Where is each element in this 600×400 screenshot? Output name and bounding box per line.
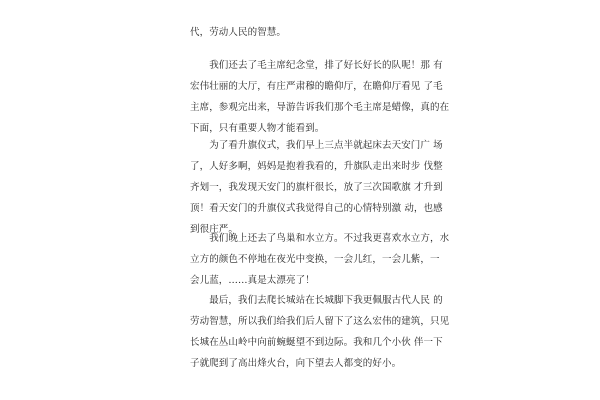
paragraph-1: [190, 22, 410, 43]
text-line: 立方的颜色不停地在夜光中变换，一会儿红，一会儿紫，一: [190, 254, 440, 265]
text-line: 长城在丛山岭中向前蜿蜒望不到边际。我和几个小伙 伴一下: [190, 337, 443, 348]
text-line: 到很庄严。: [190, 224, 239, 235]
text-line: 代，劳动人民的智慧。: [190, 27, 287, 38]
paragraph-4: [190, 228, 450, 291]
text-line: 最后，我们去爬长城站在长城脚下我更佩服古代人民 的: [190, 295, 443, 306]
text-line: 了，人好多啊，妈妈是抱着我看的，升旗队走出来时步 伐整: [190, 161, 443, 172]
text-line: 会儿蓝，……真是太漂亮了！: [190, 275, 315, 286]
text-line: 我们晚上还去了鸟巢和水立方。不过我更喜欢水立方，水: [190, 233, 450, 244]
text-line: 子就爬到了高出烽火台，向下望去人都变的好小。: [190, 358, 402, 369]
paragraph-3: [190, 135, 443, 240]
text-line: 顶！看天安门的升旗仪式我觉得自己的心情特别激 动，也感: [190, 203, 443, 214]
text-line: 齐划一，我发现天安门的旗杆很长，放了三次国歌旗 才升到: [190, 182, 443, 193]
paragraph-2: [190, 55, 450, 139]
text-line: 劳动智慧，所以我们给我们后人留下了这么宏伟的建筑，只见: [190, 316, 450, 327]
text-line: 主席，参观完出来，导游告诉我们那个毛主席是蜡像，真的在: [190, 102, 450, 113]
text-line: 我们还去了毛主席纪念堂，排了好长好长的队呢！那 有: [190, 60, 443, 71]
text-line: 为了看升旗仪式，我们早上三点半就起床去天安门广 场: [190, 140, 443, 151]
text-line: 宏伟壮丽的大厅，有庄严肃穆的瞻仰厅，在瞻仰厅看见 了毛: [190, 81, 443, 92]
text-line: 下面，只有重要人物才能看到。: [190, 123, 325, 134]
paragraph-5: [190, 290, 450, 374]
